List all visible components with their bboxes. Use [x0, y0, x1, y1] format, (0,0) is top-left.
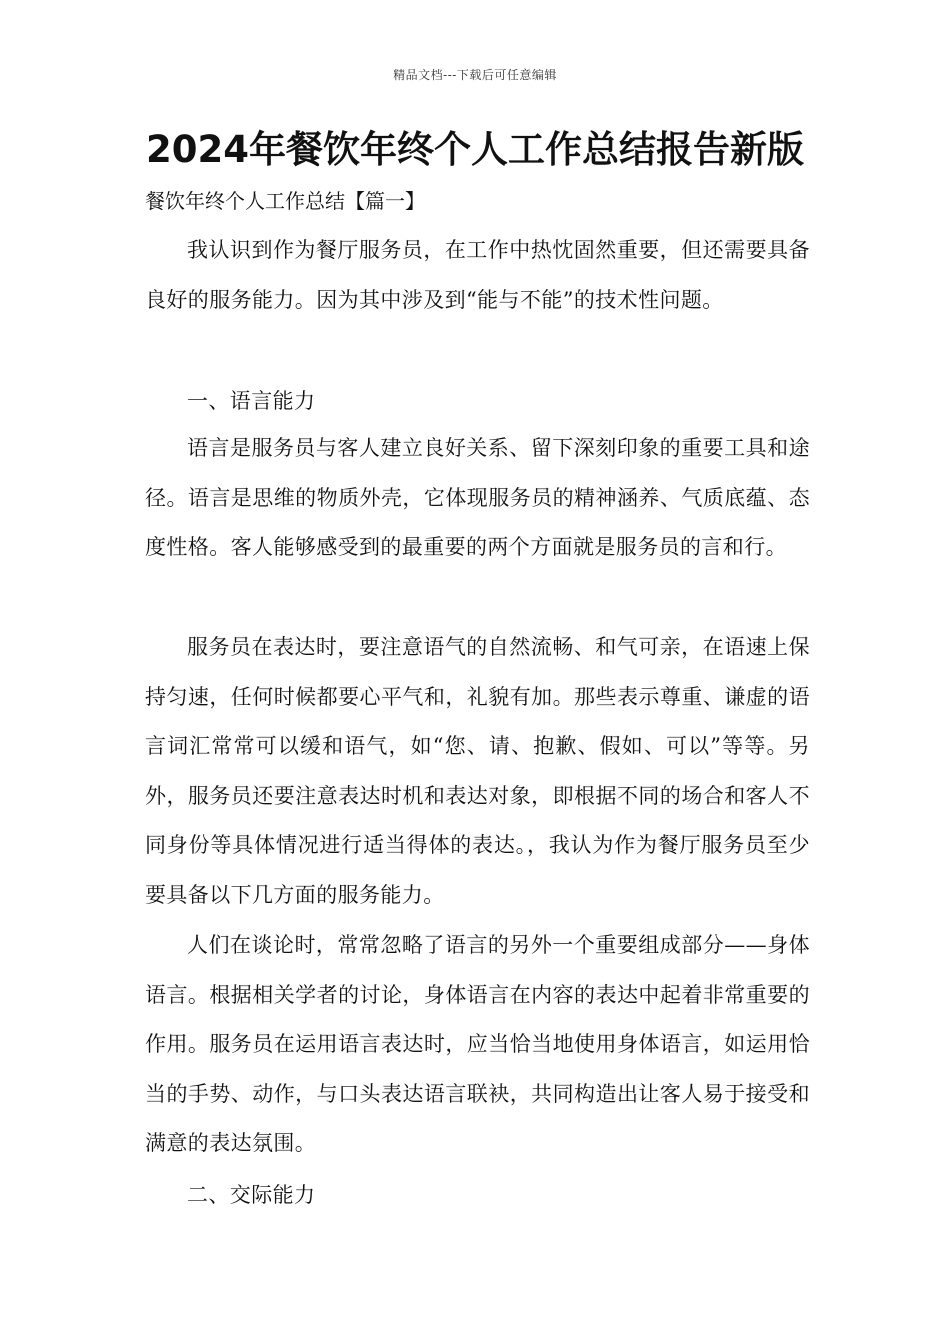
paragraph: 服务员在表达时，要注意语气的自然流畅、和气可亲，在语速上保持匀速，任何时候都要心平气和，礼貌有加。那些表示尊重、谦虚的语言词汇常常可以缓和语气，如“您、请、抱歉、假如、可以”等等。另外，服务员还要注意表达时机和表达对象，即根据不同的场合和客人不同身份等具体情况进行适当得体的表达。，我认为作为餐厅服务员至少要具备以下几方面的服务能力。 [145, 635, 810, 907]
section-heading-language: 一、语言能力 [187, 389, 316, 413]
document-subtitle: 餐饮年终个人工作总结【篇一】 [145, 189, 425, 213]
header-note: 精品文档---下载后可任意编辑 [393, 68, 557, 82]
section-heading-communication: 二、交际能力 [187, 1183, 316, 1207]
paragraph: 人们在谈论时，常常忽略了语言的另外一个重要组成部分——身体语言。根据相关学者的讨论，身体语言在内容的表达中起着非常重要的作用。服务员在运用语言表达时，应当恰当地使用身体语言，如运用恰当的手势、动作，与口头表达语言联袂，共同构造出让客人易于接受和满意的表达氛围。 [145, 933, 810, 1156]
paragraph: 语言是服务员与客人建立良好关系、留下深刻印象的重要工具和途径。语言是思维的物质外壳，它体现服务员的精神涵养、气质底蕴、态度性格。客人能够感受到的最重要的两个方面就是服务员的言和行。 [145, 436, 810, 560]
intro-paragraph: 我认识到作为餐厅服务员，在工作中热忱固然重要，但还需要具备良好的服务能力。因为其中涉及到“能与不能”的技术性问题。 [145, 238, 810, 312]
document-title: 2024年餐饮年终个人工作总结报告新版 [146, 128, 804, 171]
